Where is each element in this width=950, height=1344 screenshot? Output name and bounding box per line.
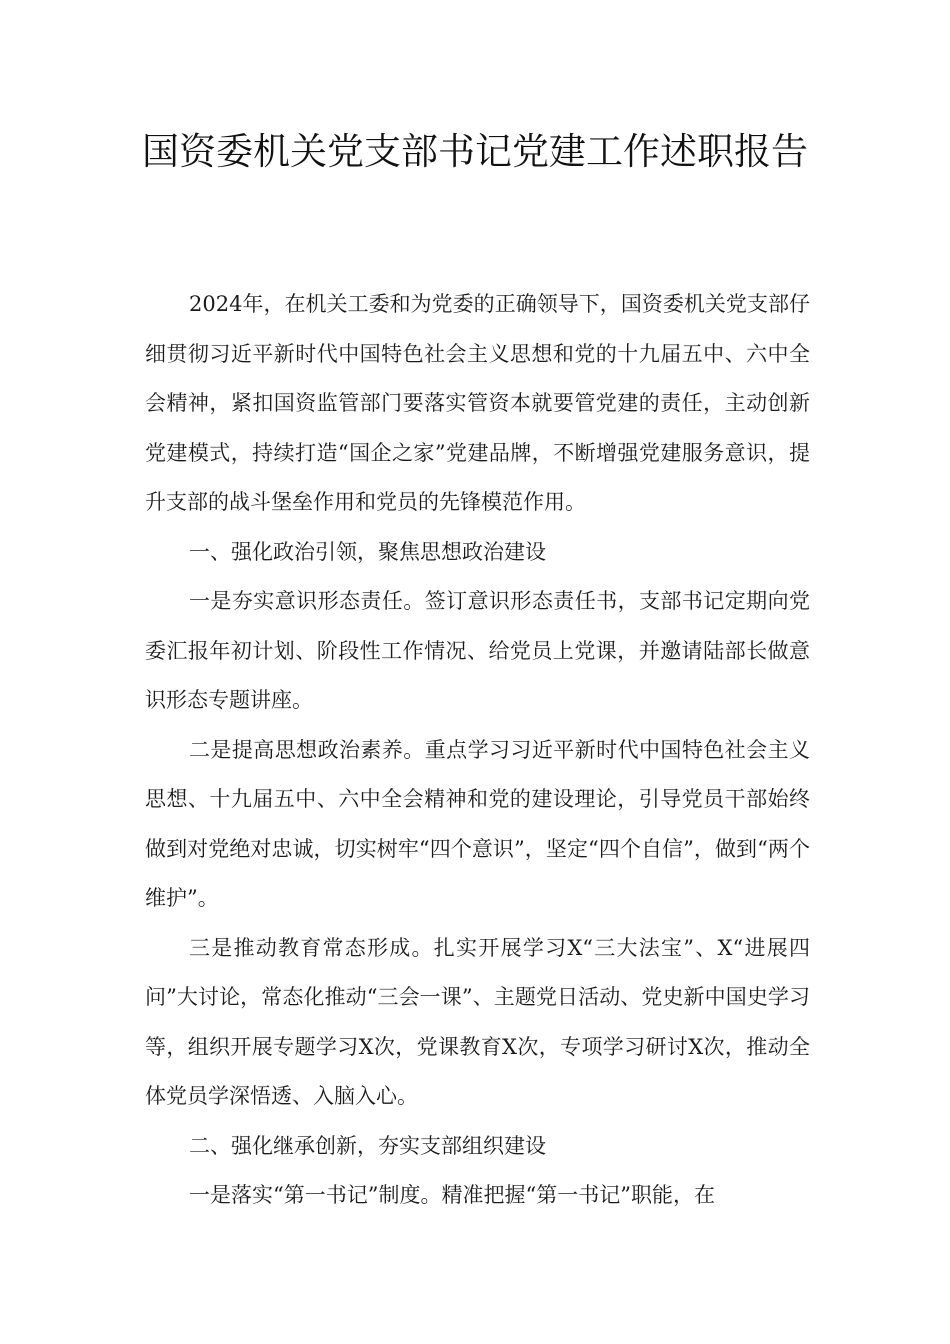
section-1-item-1: 一是夯实意识形态责任。签订意识形态责任书，支部书记定期向党委汇报年初计划、阶段性工作情况、给党员上党课，并邀请陆部长做意识形态专题讲座。 (145, 589, 810, 712)
intro-paragraph: 2024年，在机关工委和为党委的正确领导下，国资委机关党支部仔细贯彻习近平新时代中国特色社会主义思想和党的十九届五中、六中全会精神，紧扣国资监管部门要落实管资本就要管党建的责任，主动创新党建模式，持续打造“国企之家”党建品牌，不断增强党建服务意识，提升支部的战斗堡垒作用和党员的先锋模范作用。 (145, 292, 810, 514)
document-title: 国资委机关党支部书记党建工作述职报告 (142, 130, 808, 173)
section-2-item-1: 一是落实“第一书记”制度。精准把握“第一书记”职能，在 (189, 1183, 715, 1207)
section-1-item-3: 三是推动教育常态形成。扎实开展学习X“三大法宝”、X“进展四问”大讨论，常态化推动“三会一课”、主题党日活动、党史新中国史学习等，组织开展专题学习X次，党课教育X次，专项学习研讨X次，推动全体党员学深悟透、入脑入心。 (145, 935, 810, 1108)
section-heading-1: 一、强化政治引领，聚焦思想政治建设 (189, 539, 546, 564)
section-1-item-2: 二是提高思想政治素养。重点学习习近平新时代中国特色社会主义思想、十九届五中、六中全会精神和党的建设理论，引导党员干部始终做到对党绝对忠诚，切实树牢“四个意识”，坚定“四个自信”，做到“两个维护”。 (145, 737, 810, 910)
section-heading-2: 二、强化继承创新，夯实支部组织建设 (189, 1133, 546, 1158)
document-body (145, 280, 810, 1221)
